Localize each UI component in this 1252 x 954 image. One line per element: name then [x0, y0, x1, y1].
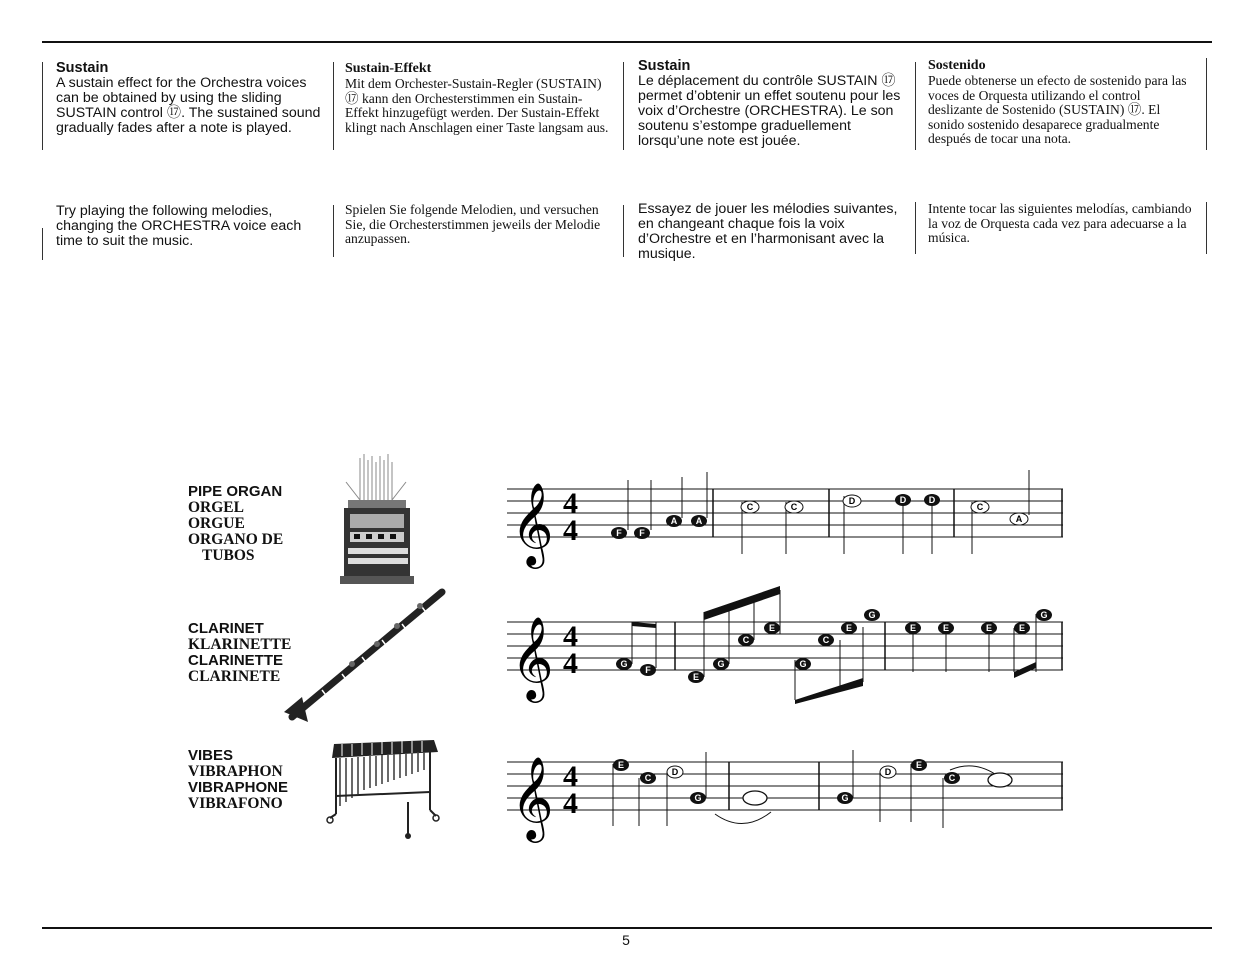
staff-pipe-organ: [505, 462, 1067, 574]
column-bar: [1206, 58, 1207, 150]
svg-text:C: C: [976, 502, 984, 512]
column-bar: [42, 62, 43, 150]
note-E: [688, 671, 704, 683]
svg-text:A: A: [1015, 514, 1023, 524]
column-bar: [915, 202, 916, 254]
svg-text:C: C: [746, 502, 754, 512]
column-bar: [42, 228, 43, 260]
instrument-name: VIBRAFONO: [188, 794, 283, 812]
sustain-fr-body: Le déplacement du contrôle SUSTAIN ⑰ permet d’obtenir un effet soutenu pour les voix d’Orchestre (ORCHESTRA). Le son soutenu s’estompe graduellement lorsqu’une note est jouée.: [638, 73, 901, 149]
melody-es: Intente tocar las siguientes melodías, cambiando la voz de Orquesta cada vez para adecuarse a la música.: [928, 201, 1192, 246]
svg-text:C: C: [742, 635, 750, 645]
column-bar: [915, 62, 916, 150]
melody-en: Try playing the following melodies, changing the ORCHESTRA voice each time to suit the music.: [56, 203, 302, 249]
svg-text:D: D: [848, 496, 856, 506]
instrument-name: ORGEL: [188, 499, 244, 516]
svg-text:E: E: [845, 623, 853, 633]
sustain-en: [56, 60, 326, 136]
svg-text:E: E: [915, 760, 923, 770]
note-E: [911, 759, 927, 771]
sustain-en-heading: Sustain: [56, 60, 109, 76]
column-bar: [623, 205, 624, 257]
svg-text:C: C: [948, 773, 956, 783]
note-G: [837, 792, 853, 804]
sustain-es-heading: Sostenido: [928, 58, 986, 73]
whole-note: [988, 773, 1012, 787]
note-E: [1014, 622, 1030, 634]
whole-note: [743, 791, 767, 805]
instrument-name: TUBOS: [202, 547, 255, 564]
note-C: [785, 501, 803, 513]
note-A: [1010, 513, 1028, 525]
svg-text:G: G: [868, 610, 876, 620]
treble-clef: 𝄞: [511, 615, 554, 699]
svg-text:A: A: [695, 516, 703, 526]
sustain-en-body: A sustain effect for the Orchestra voices can be obtained by using the sliding SUSTAIN control ⑰. The sustained sound gradually fades after a note is played.: [56, 75, 321, 136]
svg-text:D: D: [899, 495, 907, 505]
note-C: [640, 772, 656, 784]
time-signature-bottom: 4: [563, 787, 578, 820]
sustain-de-heading: Sustain-Effekt: [345, 61, 432, 76]
column-bar: [333, 62, 334, 150]
svg-text:E: E: [909, 623, 917, 633]
staff-vibes: [505, 738, 1067, 850]
instrument-name: ORGANO DE: [188, 531, 284, 548]
svg-text:G: G: [620, 659, 628, 669]
note-G: [864, 609, 880, 621]
treble-clef: 𝄞: [511, 755, 554, 839]
note-G: [795, 658, 811, 670]
column-bar: [623, 62, 624, 150]
instrument-name: VIBRAPHON: [188, 763, 283, 780]
note-E: [613, 759, 629, 771]
instrument-labels-pipe-organ: [188, 484, 283, 564]
note-E: [764, 622, 780, 634]
instrument-labels-vibes: [188, 748, 288, 812]
note-D: [843, 495, 861, 507]
svg-text:A: A: [670, 516, 678, 526]
note-F: [640, 664, 656, 676]
instrument-name: CLARINETTE: [188, 652, 283, 669]
instrument-name: KLARINETTE: [188, 636, 292, 653]
note-G: [713, 658, 729, 670]
note-E: [841, 622, 857, 634]
sustain-es: [928, 58, 1198, 147]
sustain-de: [345, 61, 613, 135]
time-signature-top: 4: [563, 760, 578, 793]
instrument-name: CLARINET: [188, 620, 264, 637]
note-D: [880, 766, 896, 778]
sustain-fr-heading: Sustain: [638, 58, 691, 74]
svg-text:C: C: [822, 635, 830, 645]
note-C: [971, 501, 989, 513]
svg-text:E: E: [617, 760, 625, 770]
note-E: [981, 622, 997, 634]
svg-text:D: D: [884, 767, 892, 777]
note-C: [818, 634, 834, 646]
staff-clarinet: [505, 582, 1067, 712]
note-D: [924, 494, 940, 506]
instrument-name: PIPE ORGAN: [188, 483, 283, 500]
note-C: [738, 634, 754, 646]
svg-text:G: G: [694, 793, 702, 803]
note-C: [944, 772, 960, 784]
time-signature-bottom: 4: [563, 514, 578, 547]
time-signature-top: 4: [563, 620, 578, 653]
note-A: [666, 515, 682, 527]
svg-text:E: E: [692, 672, 700, 682]
vibraphone-illustration: [326, 736, 441, 844]
melody-de: Spielen Sie folgende Melodien, und versuchen Sie, die Orchesterstimmen jeweils der Melodie anzupassen.: [345, 202, 601, 247]
svg-text:E: E: [1018, 623, 1026, 633]
clarinet-illustration: [282, 582, 452, 727]
sustain-es-body: Puede obtenerse un efecto de sostenido para las voces de Orquesta utilizando el control deslizante de Sostenido (SUSTAIN) ⑰. El sonido sostenido desaparece gradualmente después de tocar una nota.: [928, 73, 1187, 147]
column-bar: [333, 205, 334, 257]
note-E: [938, 622, 954, 634]
instrument-name: VIBES: [188, 747, 234, 764]
svg-text:G: G: [841, 793, 849, 803]
pipe-organ-illustration: [326, 452, 426, 587]
note-D: [895, 494, 911, 506]
time-signature-top: 4: [563, 487, 578, 520]
top-rule: [42, 41, 1212, 43]
svg-text:E: E: [768, 623, 776, 633]
note-D: [667, 766, 683, 778]
sustain-fr: [638, 58, 908, 149]
svg-text:D: D: [671, 767, 679, 777]
page-number: 5: [622, 932, 630, 948]
svg-text:C: C: [644, 773, 652, 783]
instrument-name: ORGUE: [188, 515, 245, 532]
time-signature-bottom: 4: [563, 647, 578, 680]
note-G: [690, 792, 706, 804]
instrument-name: CLARINETE: [188, 667, 281, 685]
svg-text:E: E: [942, 623, 950, 633]
svg-text:F: F: [639, 528, 645, 538]
instrument-name: VIBRAPHONE: [188, 779, 289, 796]
svg-text:C: C: [790, 502, 798, 512]
svg-text:G: G: [1040, 610, 1048, 620]
note-F: [611, 527, 627, 539]
column-bar: [1206, 202, 1207, 254]
note-C: [741, 501, 759, 513]
note-A: [691, 515, 707, 527]
svg-text:G: G: [717, 659, 725, 669]
note-G: [616, 658, 632, 670]
svg-text:F: F: [645, 665, 651, 675]
svg-text:E: E: [985, 623, 993, 633]
sustain-de-body: Mit dem Orchester-Sustain-Regler (SUSTAIN) ⑰ kann den Orchesterstimmen ein Sustain-Effekt hinzugefügt werden. Der Sustain-Effekt klingt nach Anschlagen einer Taste langsam aus.: [345, 76, 609, 135]
bottom-rule: [42, 927, 1212, 929]
note-G: [1036, 609, 1052, 621]
svg-text:D: D: [928, 495, 936, 505]
note-E: [905, 622, 921, 634]
treble-clef: 𝄞: [511, 481, 554, 565]
svg-text:G: G: [799, 659, 807, 669]
svg-text:F: F: [616, 528, 622, 538]
note-F: [634, 527, 650, 539]
melody-fr: Essayez de jouer les mélodies suivantes, en changeant chaque fois la voix d’Orchestre et en l’harmonisant avec la musique.: [638, 201, 898, 262]
instrument-labels-clarinet: [188, 621, 291, 685]
